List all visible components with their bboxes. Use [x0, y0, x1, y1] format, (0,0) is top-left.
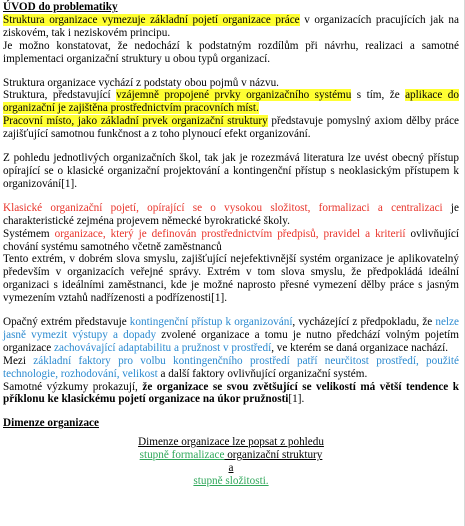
red-text: organizace, který je definován prostřednictvím předpisů, pravidel a kriterií	[54, 227, 406, 240]
text-run: , ve kterém se daná organizace nachází.	[271, 341, 449, 354]
text-run: s tím, že	[351, 89, 406, 102]
highlight-text: vzájemně propojené prvky organizačního systému	[116, 89, 352, 102]
dimension-line-4	[3, 475, 459, 488]
green-text: stupně složitosti.	[193, 475, 269, 487]
dimension-line-3: a	[228, 462, 234, 475]
text-run: Opačný extrém představuje	[3, 316, 130, 329]
text-run: Mezi	[3, 354, 34, 367]
paragraph-5	[3, 115, 459, 141]
dimension-line-1: Dimenze organizace lze popsat z pohledu	[138, 436, 324, 449]
bold-text: že organizace se svou zvětšující se velikostí má větší tendence k příklonu ke klasickému pojetí organizace na úkor pružnosti	[3, 380, 459, 406]
heading-uvod: ÚVOD do problematiky	[3, 1, 118, 13]
text-run: v organizacích pracujících jak na ziskovém, tak i neziskovém principu.	[3, 13, 459, 39]
text-run: je charakteristické zejména projevem německé byrokratické školy.	[3, 201, 459, 227]
text-run: zvolené organizace a tomu je nutno předchází volným pojetím organizace	[3, 328, 459, 354]
green-text: stupně formalizace	[139, 449, 225, 462]
paragraph-9: Tento extrém, v dobrém slova smyslu, zajišťující nejefektivnější systém organizace je aplikovatelný především v organizacích veřejné správy. Extrém v tom slova smyslu, že předpokládá ideální organizaci s ideálními zaměstnanci, kde je možné naprosto přesné vymezení dělby práce s jasným vymezením vztahů nadřízenosti a podřízenosti[1].	[3, 253, 459, 305]
blue-text: zachovávající adaptabilitu a pružnost v prostředí	[54, 341, 272, 354]
paragraph-7	[3, 202, 459, 228]
blue-text: nelze jasně vymezit výstupy a dopady	[3, 316, 459, 341]
text-run: Struktura, představující	[3, 89, 117, 102]
highlight-text: Struktura organizace vymezuje základní pojetí organizace práce	[3, 13, 300, 26]
text-run: a další faktory ovlivňující organizační systém.	[157, 367, 368, 380]
paragraph-8	[3, 228, 459, 254]
paragraph-1	[3, 14, 459, 40]
paragraph-10	[3, 316, 459, 355]
paragraph-2: Je možno konstatovat, že nedochází k podstatným rozdílům při návrhu, realizaci a samotné implementaci organizační struktury u obou typů organizací.	[3, 39, 459, 65]
blue-text: kontingenční přístup k organizování	[129, 316, 293, 329]
text-run: představuje pomyslný axiom dělby práce zajišťující samotnou funkčnost a z toho plynoucí efekt organizování.	[3, 115, 459, 141]
paragraph-12	[3, 381, 459, 407]
red-text: Klasické organizační pojetí, opírající se o vysokou složitost, formalizaci a centralizaci	[3, 201, 443, 214]
text-run: Samotné výzkumy prokazují,	[3, 380, 143, 393]
paragraph-4	[3, 89, 459, 115]
highlight-text: Pracovní místo, jako základní prvek organizační struktury	[3, 115, 268, 128]
highlight-text: aplikace do organizační je zajištěna prostřednictvím pracovních míst.	[3, 89, 459, 115]
dimension-line-2	[3, 449, 459, 462]
text-run: [1].	[288, 393, 305, 406]
text-run: Systémem	[3, 227, 55, 240]
text-run: ovlivňující chování systému samotného včetně zaměstnanců	[3, 227, 459, 253]
text-run: organizační struktury	[224, 449, 323, 462]
blue-text: základní faktory pro volbu kontingenčního prostředí patří neurčitost prostředí, použité technologie, rozhodování, velikost	[3, 354, 459, 380]
paragraph-11	[3, 355, 459, 381]
text-run: , vycházející z předpokladu, že	[292, 316, 436, 329]
paragraph-6: Z pohledu jednotlivých organizačních škol, tak jak je rozezmává literatura lze uvést obecný přístup opírající se o klasické organizační projektování a kontingenční přístup s neoklasickým přístupem k organizování[1].	[3, 152, 459, 190]
heading-dimenze: Dimenze organizace	[3, 417, 99, 430]
paragraph-3: Struktura organizace vychází z podstaty obou pojmů v názvu.	[3, 76, 279, 89]
